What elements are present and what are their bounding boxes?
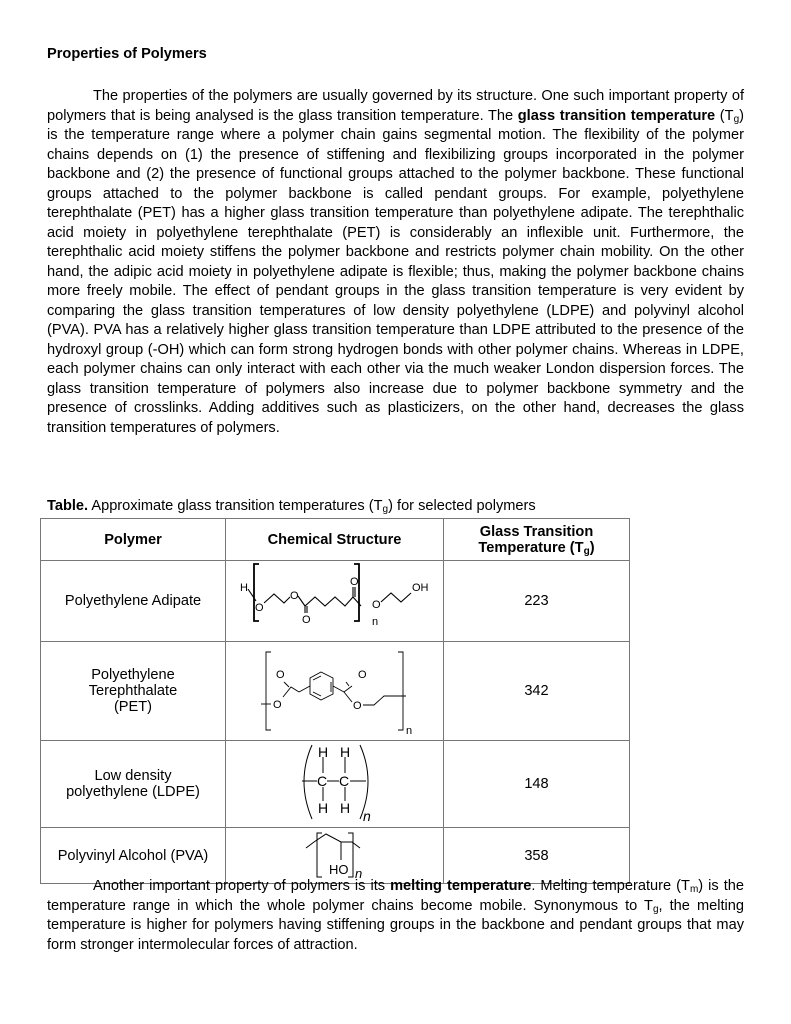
header-tg-sub: g (583, 545, 590, 557)
table-row (41, 741, 630, 828)
subscript: g (733, 113, 740, 125)
table-row (41, 561, 630, 642)
polymer-name: Polyvinyl Alcohol (PVA) (41, 828, 226, 884)
polymer-name-text: Polyethylene Terephthalate (PET) (88, 667, 178, 715)
svg-text:O: O (276, 669, 285, 681)
caption-sub: g (382, 504, 389, 515)
paragraph-melting-temperature (47, 877, 744, 955)
text-run: ) is the temperature range in which the whole polymer chains become mobile. Synonymous to T (47, 878, 745, 914)
svg-text:C: C (317, 773, 328, 789)
text-run: ) is the temperature range where a polymer chain gains segmental motion. The flexibility of the polymer chains depends on (1) the presence of stiffening and flexibilizing groups incorporated in the polymer backbone and (2) the presence of functional groups attached to the polymer backbone. These functional groups attached to the polymer backbone is called pendant groups. For example, polyethylene terephthalate (PET) has a higher glass transition temperature than polyethylene adipate. The terephthalic acid moiety in polyethylene terephthalate (PET) is considerably an inflexible unit. Furthermore, the terephthalic acid moiety stiffens the polymer backbone and restricts polymer chain mobility. On the other hand, the adipic acid moiety in polyethylene adipate is flexible; thus, making the polymer backbone chains more freely mobile. The effect of pendant groups in the glass transition temperature is very evident by comparing the glass transition temperatures of low density polyethylene (LDPE) and polyvinyl alcohol (PVA). PVA has a relatively higher glass transition temperature than LDPE attributed to the presence of the hydroxyl group (-OH) which can form strong hydrogen bonds with other polymer chains. Whereas in LDPE, each polymer chains can only interact with each other via the much weaker London dispersion forces. The glass transition temperature of polymers also increase due to polymer backbone symmetry and the presence of crosslinks. Adding additives such as plasticizers, on the other hand, decreases the glass transition temperatures of polymers. (47, 107, 744, 436)
text-run: . Melting temperature (T (531, 878, 690, 894)
table-row (41, 642, 630, 741)
header-structure: Chemical Structure (226, 519, 444, 561)
svg-text:O: O (273, 699, 282, 711)
header-tg (444, 519, 630, 561)
svg-text:H: H (340, 744, 351, 760)
table-row (41, 828, 630, 884)
tg-value: 342 (444, 642, 630, 741)
text-run: Another important property of polymers is its (93, 878, 391, 894)
structure-pva (226, 828, 444, 884)
text-run: The properties of the polymers are usually governed by its structure. One such important property of polymers that is being analysed is the glass transition temperature. The (47, 88, 744, 124)
bold-term: melting temperature (390, 878, 532, 894)
polymer-table (40, 518, 630, 884)
svg-text:n: n (363, 808, 371, 823)
header-tg-line1: Glass Transition (479, 523, 594, 540)
structure-ldpe (226, 741, 444, 828)
text-run: (T (715, 107, 734, 124)
polymer-name (41, 741, 226, 828)
svg-text:O: O (350, 576, 359, 588)
svg-text:n: n (406, 725, 413, 736)
section-title: Properties of Polymers (47, 46, 207, 62)
polymer-name-text: Low density polyethylene (LDPE) (66, 768, 200, 800)
svg-text:O: O (353, 700, 362, 712)
svg-text:H: H (318, 744, 329, 760)
tg-value: 358 (444, 828, 630, 884)
bold-term: glass transition temperature (517, 107, 716, 124)
header-polymer: Polymer (41, 519, 226, 561)
svg-text:O: O (372, 599, 381, 611)
subscript: g (652, 903, 659, 915)
svg-text:H: H (318, 800, 329, 816)
paragraph-glass-transition (47, 87, 744, 438)
tg-value: 148 (444, 741, 630, 828)
svg-text:O: O (302, 614, 311, 626)
svg-text:H: H (340, 800, 351, 816)
svg-text:n: n (355, 866, 363, 879)
svg-text:HO: HO (329, 862, 349, 877)
caption-label: Table. (47, 498, 89, 514)
table-caption (47, 498, 536, 514)
structure-adipate (226, 561, 444, 642)
svg-text:n: n (372, 616, 379, 628)
caption-end: ) for selected polymers (388, 498, 536, 514)
header-tg-end: ) (589, 539, 595, 556)
svg-text:H: H (240, 582, 248, 594)
caption-text: Approximate glass transition temperatures (T (88, 498, 383, 514)
svg-text:C: C (339, 773, 350, 789)
header-tg-line2: Temperature (T (478, 539, 584, 556)
svg-text:O: O (255, 602, 264, 614)
svg-text:OH: OH (412, 582, 429, 594)
table-header-row (41, 519, 630, 561)
text-run: , the melting temperature is higher for polymers having stiffening groups in the backbone and pendant groups that may form stronger intermolecular forces of attraction. (47, 897, 744, 953)
polymer-name: Polyethylene Adipate (41, 561, 226, 642)
polymer-name (41, 642, 226, 741)
tg-value: 223 (444, 561, 630, 642)
svg-text:O: O (290, 590, 299, 602)
structure-pet (226, 642, 444, 741)
subscript: m (689, 884, 699, 895)
svg-text:O: O (358, 669, 367, 681)
